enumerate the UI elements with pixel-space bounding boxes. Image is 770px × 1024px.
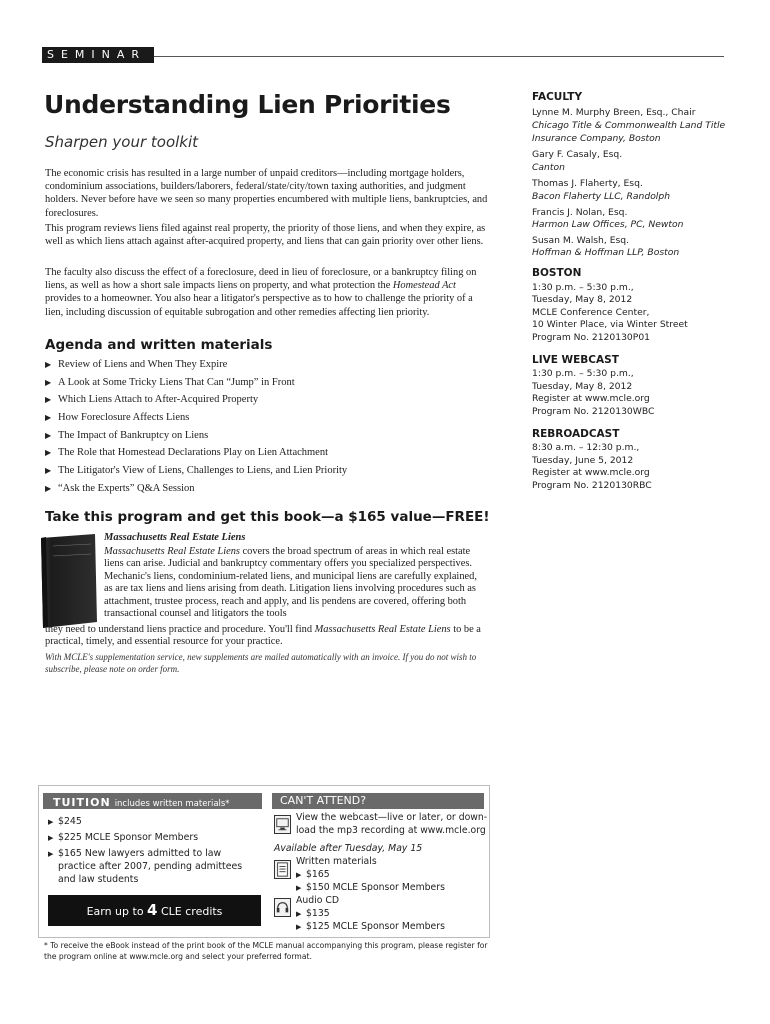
- written-materials-price: ▶ $150 MCLE Sponsor Members: [296, 882, 445, 893]
- intro-paragraph-2: This program reviews liens filed against real property, the priority of those liens, and when they expire, as well as which liens attach against after-acquired property, and liens that can gain priority over other liens.: [45, 223, 486, 248]
- faculty-name: Gary F. Casaly, Esq.: [532, 149, 623, 160]
- cant-attend-header: CAN'T ATTEND?: [272, 793, 484, 809]
- tuition-price: ▶ $165 New lawyers admitted to law: [48, 847, 221, 861]
- bullet-triangle-icon: ▶: [45, 483, 52, 493]
- book-cover-image: [37, 534, 99, 628]
- tuition-price-continued: and law students: [58, 874, 139, 885]
- cle-credits-banner: Earn up to 4 CLE credits: [48, 895, 261, 926]
- webcast-monitor-icon: [274, 815, 291, 834]
- faculty-name: Francis J. Nolan, Esq.: [532, 207, 628, 218]
- agenda-item: ▶ The Role that Homestead Declarations Play on Lien Attachment: [45, 444, 490, 462]
- agenda-item: ▶ How Foreclosure Affects Liens: [45, 409, 490, 427]
- tuition-header: [43, 793, 262, 809]
- bullet-triangle-icon: ▶: [48, 834, 54, 842]
- written-materials-document-icon: [274, 860, 291, 879]
- bullet-triangle-icon: ▶: [45, 395, 52, 405]
- faculty-name: Lynne M. Murphy Breen, Esq., Chair: [532, 107, 696, 118]
- faculty-affiliation: Canton: [532, 162, 565, 173]
- bullet-triangle-icon: ▶: [48, 818, 54, 826]
- faculty-affiliation: Bacon Flaherty LLC, Randolph: [532, 191, 671, 202]
- supplement-note: With MCLE's supplementation service, new supplements are mailed automatically with an invoice. If you do not wish to subscribe, please note on order form.: [45, 652, 477, 674]
- book-title-emphasis: Massachusetts Real Estate Liens: [104, 546, 240, 557]
- bullet-triangle-icon: ▶: [296, 871, 302, 879]
- book-description-continued: they need to understand liens practice and procedure. You'll find Massachusetts Real Estate Liens to be a practical, timely, and essential resource for your practice.: [45, 624, 481, 648]
- session-line: 10 Winter Place, via Winter Street: [532, 319, 688, 330]
- bullet-triangle-icon: ▶: [45, 430, 52, 440]
- session-heading-live-webcast: LIVE WEBCAST: [532, 354, 619, 366]
- faculty-name: Susan M. Walsh, Esq.: [532, 235, 630, 246]
- session-line: Register at www.mcle.org: [532, 467, 650, 478]
- agenda-item: ▶ Review of Liens and When They Expire: [45, 356, 490, 374]
- intro-paragraph-3: [45, 266, 488, 319]
- session-line: Program No. 2120130WBC: [532, 406, 655, 417]
- agenda-item: ▶ The Impact of Bankruptcy on Liens: [45, 427, 490, 445]
- bullet-triangle-icon: ▶: [48, 850, 54, 858]
- faculty-affiliation: Harmon Law Offices, PC, Newton: [532, 219, 684, 230]
- audio-cd-headphones-icon: [274, 898, 291, 917]
- agenda-item: ▶ Which Liens Attach to After-Acquired Property: [45, 391, 490, 409]
- session-line: Tuesday, May 8, 2012: [532, 381, 633, 392]
- session-line: MCLE Conference Center,: [532, 307, 650, 318]
- tuition-price: ▶ $245: [48, 815, 82, 829]
- webcast-text: View the webcast—live or later, or down-: [296, 812, 488, 823]
- faculty-name: Thomas J. Flaherty, Esq.: [532, 178, 643, 189]
- session-line: Program No. 2120130P01: [532, 332, 651, 343]
- bullet-triangle-icon: ▶: [45, 413, 52, 423]
- session-line: Tuesday, June 5, 2012: [532, 455, 634, 466]
- faculty-affiliation: Hoffman & Hoffman LLP, Boston: [532, 247, 680, 258]
- tuition-price: ▶ $225 MCLE Sponsor Members: [48, 831, 198, 845]
- session-line: 1:30 p.m. – 5:30 p.m.,: [532, 368, 634, 379]
- faculty-heading: FACULTY: [532, 91, 583, 103]
- audio-cd-price: ▶ $135: [296, 908, 330, 919]
- intro-paragraph-3-part-b: provides to a homeowner. You also hear a litigator's perspective as to how to challenge the priority of a lien, including discussion of equitable subrogation and other remedies affecting lien priority.: [45, 293, 473, 318]
- written-materials-price: ▶ $165: [296, 869, 330, 880]
- page-subtitle: Sharpen your toolkit: [45, 133, 199, 151]
- seminar-tag: SEMINAR: [42, 47, 154, 63]
- bullet-triangle-icon: ▶: [296, 884, 302, 892]
- bullet-triangle-icon: ▶: [45, 360, 52, 369]
- faculty-affiliation: Insurance Company, Boston: [532, 133, 661, 144]
- book-description: Massachusetts Real Estate Liens covers the broad spectrum of areas in which real estate liens can arise. Judicial and bankruptcy commentary offers you specialized perspectives. Mechanic's liens, condominium-related liens, and municipal liens are carefully explained, as are tax liens and liens arising from death. Litigation liens involving procedures such as attachment, trustee process, reach and apply, and lis pendens are covered, offering both transactional counsel and litigators the tools: [104, 546, 477, 620]
- tuition-label: TUITION: [53, 796, 111, 809]
- session-heading-rebroadcast: REBROADCAST: [532, 428, 620, 440]
- tuition-price-continued: practice after 2007, pending admittees: [58, 861, 243, 872]
- ebook-footnote: * To receive the eBook instead of the print book of the MCLE manual accompanying this program, please register for the program online at www.mcle.org and select your preferred format.: [44, 941, 488, 961]
- audio-cd-label: Audio CD: [296, 895, 340, 906]
- session-line: Program No. 2120130RBC: [532, 480, 652, 491]
- bullet-triangle-icon: ▶: [296, 923, 302, 931]
- agenda-item: ▶ A Look at Some Tricky Liens That Can “Jump” in Front: [45, 374, 490, 392]
- agenda-list: [45, 356, 490, 498]
- session-line: Tuesday, May 8, 2012: [532, 294, 633, 305]
- session-line: 1:30 p.m. – 5:30 p.m.,: [532, 282, 634, 293]
- session-heading-boston: BOSTON: [532, 267, 582, 279]
- homestead-act-emphasis: Homestead Act: [392, 280, 456, 292]
- agenda-item: ▶ “Ask the Experts” Q&A Session: [45, 480, 490, 498]
- webcast-text: load the mp3 recording at www.mcle.org: [296, 825, 486, 836]
- written-materials-label: Written materials: [296, 856, 377, 867]
- agenda-heading: Agenda and written materials: [45, 337, 273, 353]
- book-offer-heading: Take this program and get this book—a $165 value—FREE!: [45, 509, 490, 525]
- intro-paragraph-1: The economic crisis has resulted in a large number of unpaid creditors—including mortgage holders, condominium associations, builders/laborers, federal/state/city/town taxing authorities, and judgment holders. Never before have we seen so many properties encumbered with multiple liens, bankruptcies, and foreclosures.: [45, 168, 488, 219]
- page-title: Understanding Lien Priorities: [44, 90, 451, 119]
- session-line: Register at www.mcle.org: [532, 393, 650, 404]
- book-title-emphasis: Massachusetts Real Estate Liens: [314, 624, 451, 635]
- audio-cd-price: ▶ $125 MCLE Sponsor Members: [296, 921, 445, 932]
- bullet-triangle-icon: ▶: [296, 910, 302, 918]
- agenda-item: ▶ The Litigator's View of Liens, Challenges to Liens, and Lien Priority: [45, 462, 490, 480]
- faculty-affiliation: Chicago Title & Commonwealth Land Title: [532, 120, 726, 131]
- bullet-triangle-icon: ▶: [45, 466, 52, 476]
- availability-note: Available after Tuesday, May 15: [274, 843, 423, 854]
- book-title: Massachusetts Real Estate Liens: [104, 532, 246, 543]
- intro-paragraph-3-part-a: The faculty also discuss the effect of a foreclosure, deed in lieu of foreclosure, or a bankruptcy filing on liens, as well as how a short sale impacts liens on property, and what protection the: [45, 267, 477, 292]
- session-line: 8:30 a.m. – 12:30 p.m.,: [532, 442, 640, 453]
- bullet-triangle-icon: ▶: [45, 448, 52, 458]
- bullet-triangle-icon: ▶: [45, 377, 52, 387]
- tuition-sublabel: includes written materials*: [114, 799, 230, 809]
